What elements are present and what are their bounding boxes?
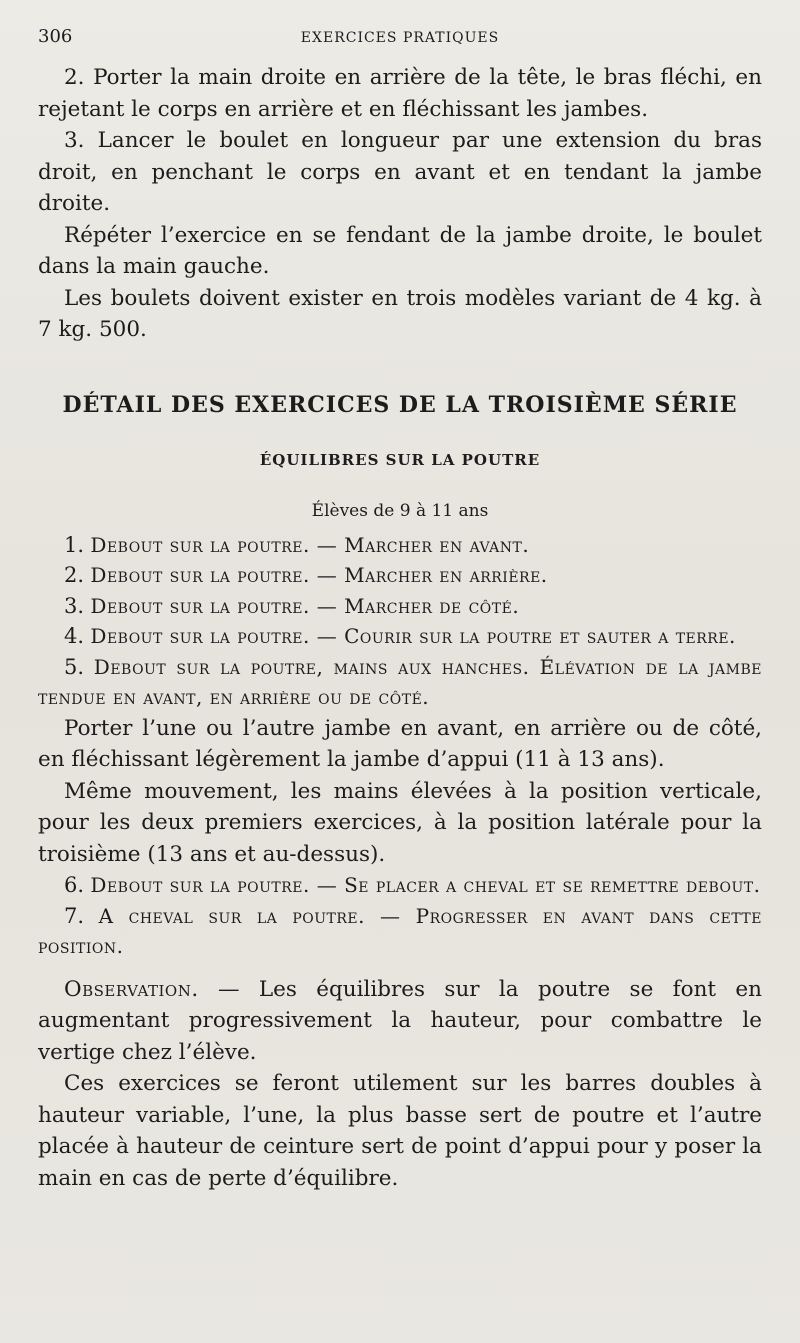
- list-item: [38, 901, 762, 962]
- list-item: [38, 530, 762, 561]
- item-text: Debout sur la poutre. — Marcher de côté.: [90, 593, 520, 618]
- item-text: Debout sur la poutre. — Marcher en arrière.: [90, 563, 548, 587]
- paragraph-boulets: Les boulets doivent exister en trois modèles variant de 4 kg. à 7 kg. 500.: [38, 285, 762, 342]
- section-title: DÉTAIL DES EXERCICES DE LA TROISIÈME SÉRIE: [62, 391, 738, 418]
- paragraph-same-movement: Même mouvement, les mains élevées à la position verticale, pour les deux premiers exercices, à la position latérale pour la troisième (13 ans et au-dessus).: [38, 778, 762, 867]
- list-item: [38, 591, 762, 622]
- page-number: 306: [38, 26, 73, 47]
- paragraph-step-2: 2. Porter la main droite en arrière de la tête, le bras fléchi, en rejetant le corps en arrière et en fléchissant les jambes.: [38, 65, 762, 122]
- item-number: 6.: [64, 873, 85, 897]
- item-number: 5.: [64, 654, 85, 679]
- item-text: Debout sur la poutre. — Courir sur la poutre et sauter a terre.: [90, 624, 736, 648]
- observation-text: — Les équilibres sur la poutre se font en augmentant progressivement la hauteur, pour combattre le vertige chez l’élève.: [38, 976, 762, 1065]
- item-text: A cheval sur la poutre. — Progresser en avant dans cette position.: [38, 903, 762, 958]
- running-title: EXERCICES PRATIQUES: [300, 30, 500, 46]
- list-item: [38, 870, 762, 901]
- list-item: [38, 621, 762, 652]
- paragraph-step-3: 3. Lancer le boulet en longueur par une extension du bras droit, en penchant le corps en avant et en tendant la jambe droite.: [38, 128, 762, 216]
- item-number: 3.: [64, 593, 85, 618]
- list-item: [38, 560, 762, 591]
- item-text: Debout sur la poutre, mains aux hanches. Élévation de la jambe tendue en avant, en arrière ou de côté.: [38, 654, 762, 709]
- observation-label: Observation.: [64, 976, 199, 1002]
- item-text: Debout sur la poutre. — Marcher en avant.: [90, 532, 530, 557]
- paragraph-leg-movement: Porter l’une ou l’autre jambe en avant, en arrière ou de côté, en fléchissant légèrement la jambe d’appui (11 à 13 ans).: [38, 715, 762, 772]
- paragraph-repeat: Répéter l’exercice en se fendant de la jambe droite, le boulet dans la main gauche.: [38, 222, 762, 279]
- page-header: [38, 26, 762, 62]
- spacer: [38, 962, 762, 974]
- subsection-title: ÉQUILIBRES SUR LA POUTRE: [259, 450, 541, 469]
- age-group-label: Élèves de 9 à 11 ans: [311, 500, 489, 521]
- list-item: [38, 652, 762, 713]
- item-number: 2.: [64, 563, 85, 587]
- item-number: 4.: [64, 624, 85, 648]
- item-text: Debout sur la poutre. — Se placer a cheval et se remettre debout.: [90, 873, 761, 897]
- item-number: 1.: [64, 532, 85, 557]
- paragraph-final: Ces exercices se feront utilement sur les barres doubles à hauteur variable, l’une, la plus basse sert de poutre et l’autre placée à hauteur de ceinture sert de point d’appui pour y poser la main en cas de perte d’équilibre.: [38, 1071, 762, 1191]
- item-number: 7.: [64, 903, 85, 928]
- observation-paragraph: [38, 974, 762, 1069]
